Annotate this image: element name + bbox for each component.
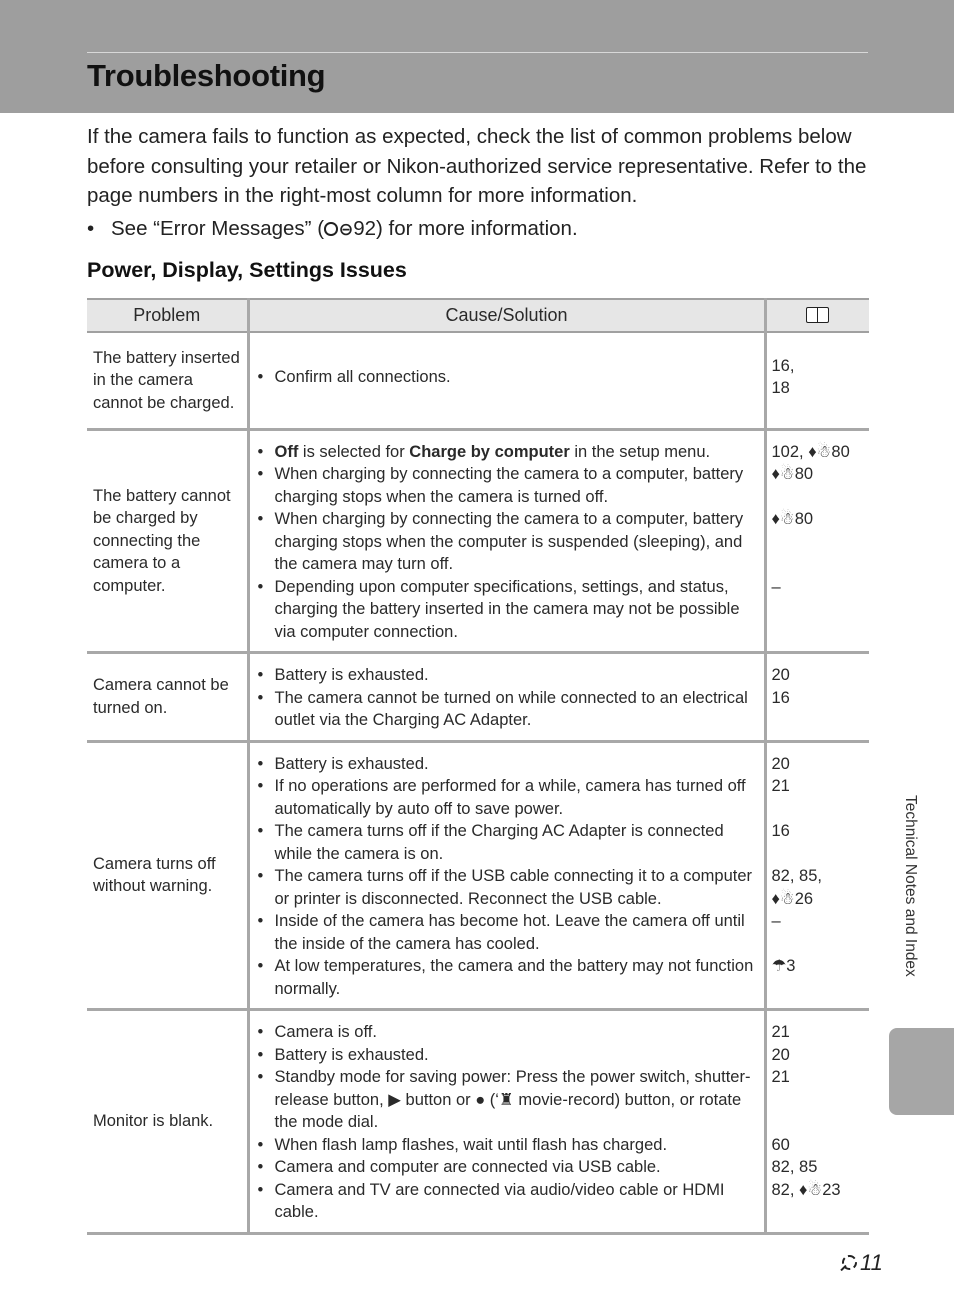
problem-cell: Monitor is blank. <box>87 1010 248 1234</box>
header-band <box>0 0 954 113</box>
solution-item: • When charging by connecting the camera to a computer, battery charging stops when the camera is turned off. <box>256 463 758 508</box>
problem-cell: Camera cannot be turned on. <box>87 653 248 742</box>
table-row <box>87 653 869 742</box>
solution-cell <box>248 741 765 1010</box>
solution-item: • Confirm all connections. <box>256 366 758 389</box>
solution-cell <box>248 653 765 742</box>
header-page <box>765 299 869 332</box>
side-tab[interactable] <box>889 1028 954 1115</box>
page-ref-cell: 20 21 16 82, 85, ♦☃26 – ☂3 <box>765 741 869 1010</box>
page-ref-cell: 16, 18 <box>765 332 869 429</box>
setting-charge-by-computer: Charge by computer <box>409 442 570 461</box>
problem-cell: Camera turns off without warning. <box>87 741 248 1010</box>
page-ref-cell: 102, ♦☃80 ♦☃80 ♦☃80 – <box>765 429 869 653</box>
solution-item-rich: • Off is selected for Charge by computer in the setup menu. <box>256 441 758 464</box>
solution-list <box>256 366 758 389</box>
header-problem: Problem <box>87 299 248 332</box>
bullet-dot: • <box>87 217 95 240</box>
solution-item: • The camera turns off if the Charging AC Adapter is connected while the camera is on. <box>256 820 758 865</box>
page-ref-cell: 20 16 <box>765 653 869 742</box>
technical-notes-icon <box>840 1252 860 1272</box>
solution-item: • Inside of the camera has become hot. Leave the camera off until the inside of the camera has cooled. <box>256 910 758 955</box>
solution-item: • When charging by connecting the camera to a computer, battery charging stops when the computer is suspended (sleeping), and the camera may turn off. <box>256 508 758 576</box>
problem-cell: The battery inserted in the camera cannot be charged. <box>87 332 248 429</box>
solution-item: • Camera and TV are connected via audio/video cable or HDMI cable. <box>256 1179 758 1224</box>
setting-off: Off <box>274 442 299 461</box>
solution-list <box>256 753 758 1001</box>
page-number-value: 11 <box>860 1250 883 1275</box>
page-title: Troubleshooting <box>87 58 326 93</box>
intro-bullet-after: 92) for more information. <box>353 217 578 240</box>
page-ref-cell: 21 20 21 60 82, 85 82, ♦☃23 <box>765 1010 869 1234</box>
solution-item: • Standby mode for saving power: Press the power switch, shutter-release button, ▶ button or ● (‘♜ movie-record) button, or rotate the mode dial. <box>256 1066 758 1134</box>
solution-list <box>256 664 758 732</box>
solution-item: • The camera cannot be turned on while connected to an electrical outlet via the Charging AC Adapter. <box>256 687 758 732</box>
section-title: Power, Display, Settings Issues <box>87 258 407 282</box>
solution-cell <box>248 332 765 429</box>
table-row <box>87 741 869 1010</box>
solution-item: • At low temperatures, the camera and the battery may not function normally. <box>256 955 758 1000</box>
book-icon <box>806 307 830 323</box>
solution-item: • Battery is exhausted. <box>256 664 758 687</box>
reference-icon: ⊖ <box>324 215 353 244</box>
solution-item: • Battery is exhausted. <box>256 753 758 776</box>
troubleshooting-table <box>87 298 869 1235</box>
solution-item: • Depending upon computer specifications, settings, and status, charging the battery inserted in the camera may not be possible via computer connection. <box>256 576 758 644</box>
solution-cell <box>248 429 765 653</box>
intro-bullet-before: See “Error Messages” ( <box>111 217 325 240</box>
header-rule <box>87 52 868 53</box>
table-row <box>87 429 869 653</box>
solution-list <box>256 441 758 644</box>
table-row <box>87 1010 869 1234</box>
solution-item: • Camera is off. <box>256 1021 758 1044</box>
side-tab-label: Technical Notes and Index <box>902 795 919 977</box>
table-header-row <box>87 299 869 332</box>
solution-item: • When flash lamp flashes, wait until flash has charged. <box>256 1134 758 1157</box>
solution-cell <box>248 1010 765 1234</box>
page-number <box>840 1250 883 1276</box>
table-row <box>87 332 869 429</box>
solution-item: • The camera turns off if the USB cable connecting it to a computer or printer is disconnected. Reconnect the USB cable. <box>256 865 758 910</box>
solution-item: • Camera and computer are connected via USB cable. <box>256 1156 758 1179</box>
header-cause-solution: Cause/Solution <box>248 299 765 332</box>
intro-bullet <box>87 214 578 244</box>
problem-cell: The battery cannot be charged by connecting the camera to a computer. <box>87 429 248 653</box>
solution-item: • Battery is exhausted. <box>256 1044 758 1067</box>
solution-item: • If no operations are performed for a while, camera has turned off automatically by auto off to save power. <box>256 775 758 820</box>
intro-paragraph: If the camera fails to function as expected, check the list of common problems below before consulting your retailer or Nikon-authorized service representative. Refer to the page numbers in the right-most column for more information. <box>87 125 867 207</box>
solution-list <box>256 1021 758 1224</box>
